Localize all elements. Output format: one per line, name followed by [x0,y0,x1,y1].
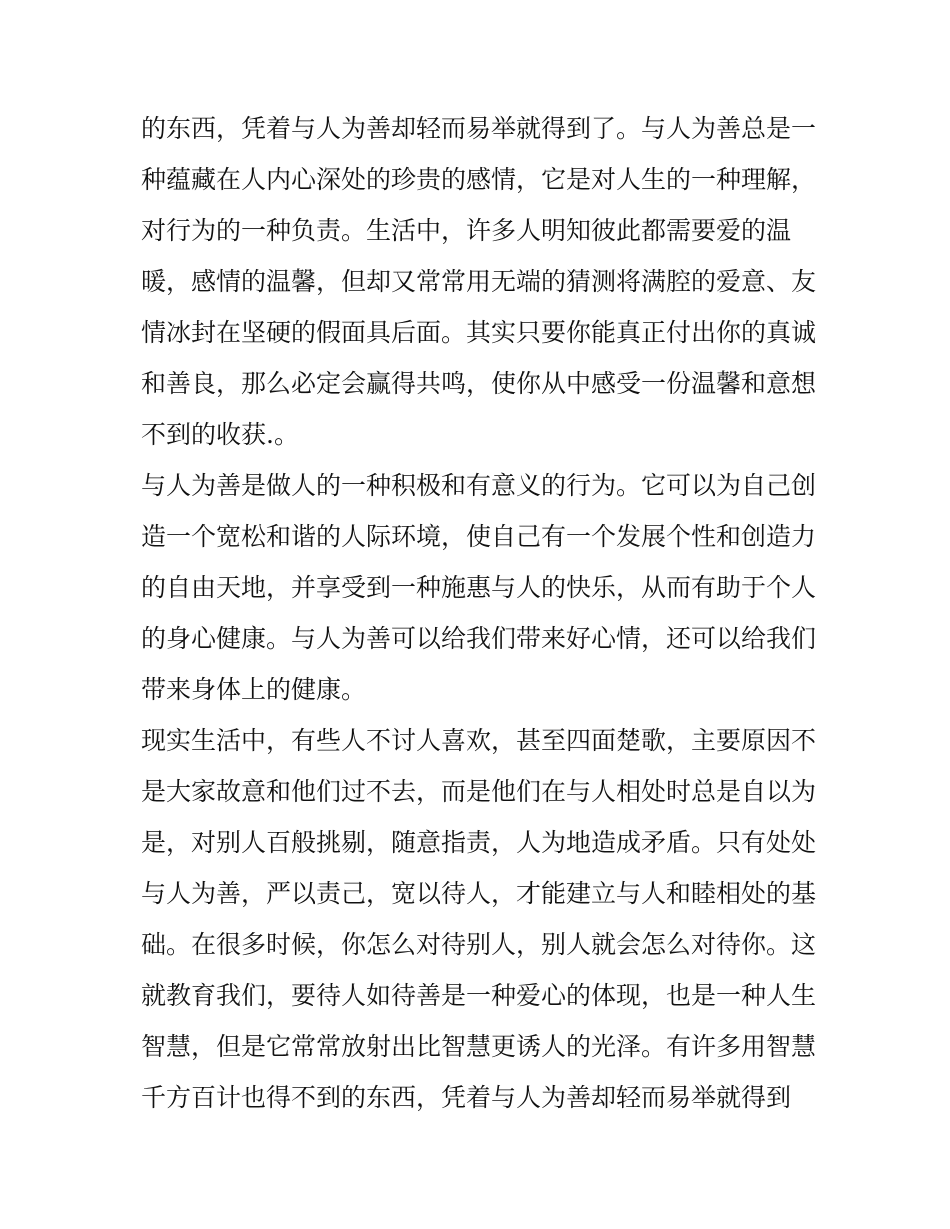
text-line: 智慧，但是它常常放射出比智慧更诱人的光泽。有许多用智慧 [141,1032,817,1061]
text-line: 种蕴藏在人内心深处的珍贵的感情，它是对人生的一种理解， [141,165,817,194]
text-line: 的自由天地，并享受到一种施惠与人的快乐，从而有助于个人 [141,573,817,602]
text-line: 对行为的一种负责。生活中，许多人明知彼此都需要爱的温 [141,216,792,245]
text-line: 的东西，凭着与人为善却轻而易举就得到了。与人为善总是一 [141,114,817,143]
text-line: 是大家故意和他们过不去，而是他们在与人相处时总是自以为 [141,777,817,806]
text-line: 的身心健康。与人为善可以给我们带来好心情，还可以给我们 [141,624,817,653]
text-line: 与人为善，严以责己，宽以待人，才能建立与人和睦相处的基 [141,879,817,908]
text-line: 情冰封在坚硬的假面具后面。其实只要你能真正付出你的真诚 [141,318,817,347]
text-line: 带来身体上的健康。 [141,675,367,704]
text-line: 不到的收获.。 [141,420,299,449]
text-line: 造一个宽松和谐的人际环境，使自己有一个发展个性和创造力 [141,522,817,551]
text-line: 是，对别人百般挑剔，随意指责，人为地造成矛盾。只有处处 [141,828,817,857]
text-line: 和善良，那么必定会赢得共鸣，使你从中感受一份温馨和意想 [141,369,817,398]
text-line: 现实生活中，有些人不讨人喜欢，甚至四面楚歌，主要原因不 [141,726,817,755]
text-line: 础。在很多时候，你怎么对待别人，别人就会怎么对待你。这 [141,930,817,959]
text-line: 千方百计也得不到的东西，凭着与人为善却轻而易举就得到 [141,1083,792,1112]
text-line: 与人为善是做人的一种积极和有意义的行为。它可以为自己创 [141,471,817,500]
text-line: 就教育我们，要待人如待善是一种爱心的体现，也是一种人生 [141,981,817,1010]
body-text [141,103,831,1123]
text-line: 暖，感情的温馨，但却又常常用无端的猜测将满腔的爱意、友 [141,267,817,296]
